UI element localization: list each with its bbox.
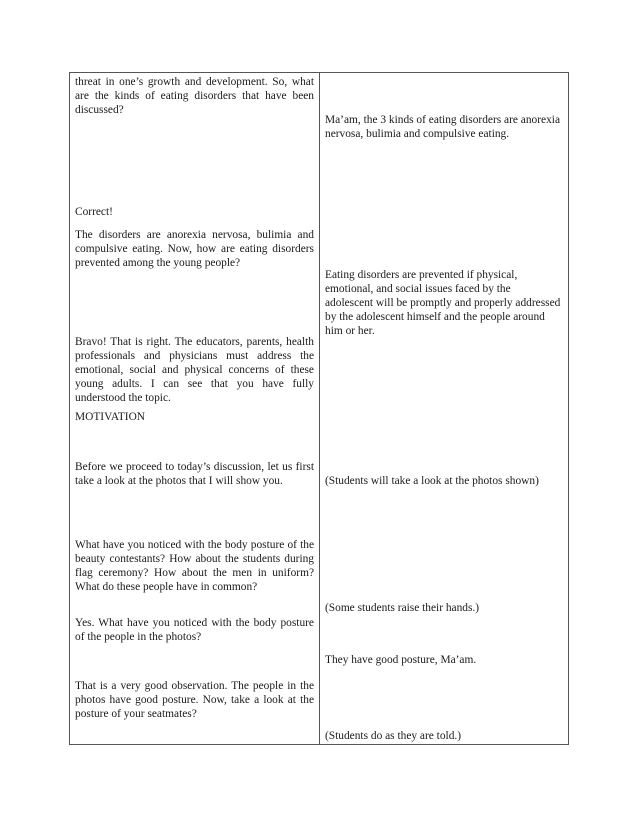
teacher-text-5: Before we proceed to today’s discussion, let us first take a look at the photos that I will show you. bbox=[75, 461, 314, 488]
student-text-4: (Some students raise their hands.) bbox=[325, 602, 480, 614]
teacher-heading-motivation: MOTIVATION bbox=[75, 411, 146, 423]
student-text-2: Eating disorders are prevented if physical, emotional, and social issues faced by the adolescent will be promptly and properly addressed by the adolescent himself and the people around him or her. bbox=[325, 269, 561, 338]
student-text-6: (Students do as they are told.) bbox=[325, 730, 462, 742]
teacher-text-3: The disorders are anorexia nervosa, bulimia and compulsive eating. Now, how are eating disorders prevented among the young people? bbox=[75, 229, 314, 270]
column-divider bbox=[319, 73, 320, 744]
lesson-plan-table bbox=[69, 72, 569, 745]
teacher-text-6: What have you noticed with the body posture of the beauty contestants? How about the students during flag ceremony? How about the men in uniform? What do these people have in common? bbox=[75, 539, 314, 594]
teacher-text-2: Correct! bbox=[75, 206, 113, 218]
teacher-text-1: threat in one’s growth and development. So, what are the kinds of eating disorders that have been discussed? bbox=[75, 76, 314, 117]
student-text-3: (Students will take a look at the photos shown) bbox=[325, 475, 539, 487]
student-text-1: Ma’am, the 3 kinds of eating disorders are anorexia nervosa, bulimia and compulsive eating. bbox=[325, 114, 561, 141]
teacher-text-4: Bravo! That is right. The educators, parents, health professionals and physicians must address the emotional, social and physical concerns of these young adults. I can see that you have fully understood the topic. bbox=[75, 336, 314, 405]
teacher-text-7: Yes. What have you noticed with the body posture of the people in the photos? bbox=[75, 617, 314, 644]
teacher-text-8: That is a very good observation. The people in the photos have good posture. Now, take a look at the posture of your seatmates? bbox=[75, 680, 314, 721]
student-text-5: They have good posture, Ma’am. bbox=[325, 654, 477, 666]
